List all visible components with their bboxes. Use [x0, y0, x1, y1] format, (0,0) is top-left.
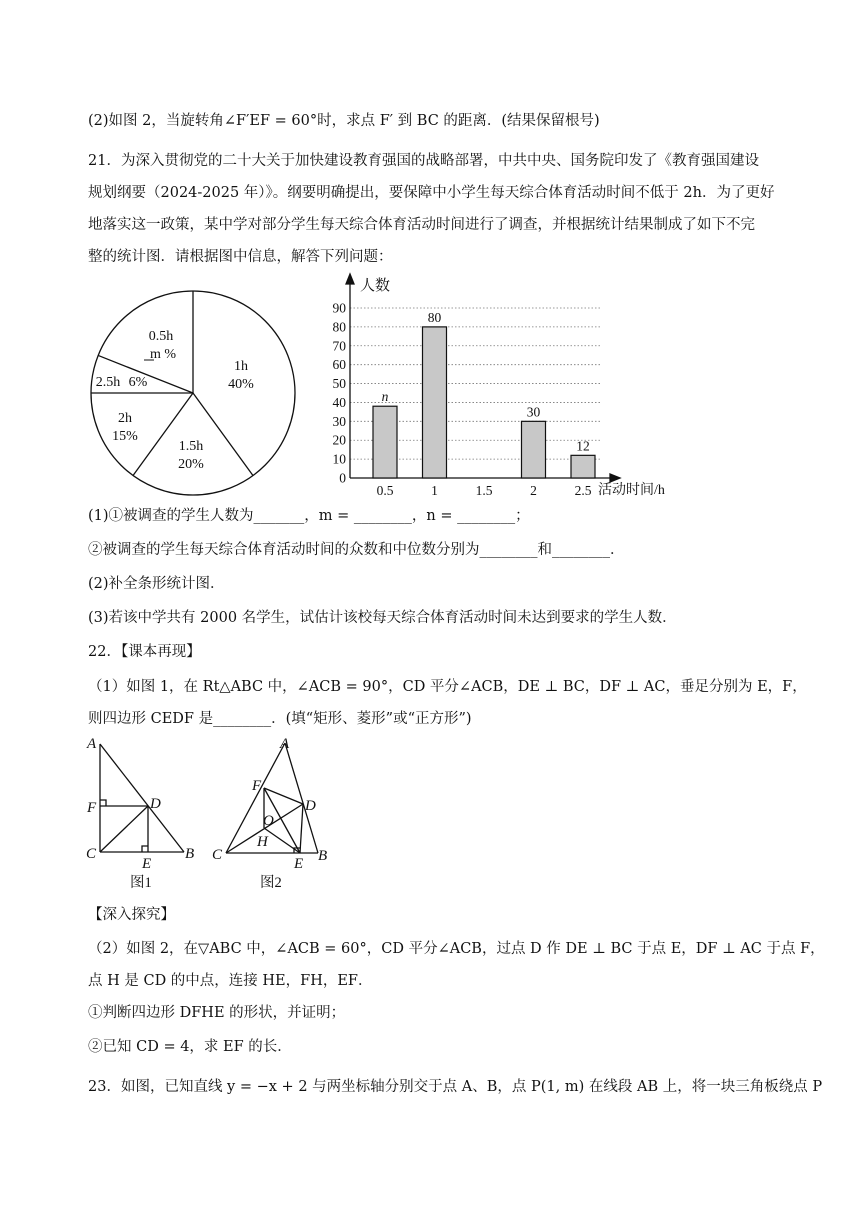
bar-data-label: 80 [427, 309, 442, 325]
q21-part3: (3)若该中学共有 2000 名学生，试估计该校每天综合体育活动时间未达到要求的学生人数． [88, 610, 677, 626]
bar-xtick-label: 2.5 [574, 483, 592, 498]
pie-label-2h-pct: 15% [112, 429, 138, 444]
fig2-caption: 图2 [260, 875, 282, 891]
bar-ylabel: 人数 [360, 278, 391, 294]
fig1-point-F: F [87, 800, 97, 816]
bar-ytick-label: 50 [332, 376, 346, 392]
fig1-point-C: C [86, 846, 97, 862]
figure-2 [210, 734, 340, 894]
q22-part2-b: 点 H 是 CD 的中点，连接 HE，FH，EF． [88, 973, 373, 989]
bar-xtick-label: 2 [530, 483, 537, 498]
bar-ytick-label: 60 [332, 357, 346, 373]
pie-label-25h-time: 2.5h [95, 375, 121, 390]
fig2-point-E: E [294, 856, 304, 872]
bar-data-label: 12 [576, 438, 590, 454]
q23-stem: 23．如图，已知直线 y = −x + 2 与两坐标轴分别交于点 A、B，点 P(1, m) 在线段 AB 上，将一块三角板绕点 P [88, 1079, 823, 1095]
bar-2 [522, 421, 546, 478]
fig2-point-D: D [305, 798, 316, 814]
pie-label-15h-time: 1.5h [178, 439, 204, 454]
bar-xtick-label: 1 [431, 483, 438, 498]
q22-title: 22．【课本再现】 [88, 644, 201, 660]
pie-chart [86, 286, 300, 500]
fig1-point-A: A [87, 736, 97, 752]
q21-stem-2: 规划纲要（2024-2025 年）》。纲要明确提出，要保障中小学生每天综合体育活动时间不低于 2h．为了更好 [88, 185, 775, 201]
q22-part1-a: （1）如图 1，在 Rt△ABC 中，∠ACB = 90°，CD 平分∠ACB，DE ⊥ BC，DF ⊥ AC，垂足分别为 E，F， [88, 679, 807, 695]
bar-y-arrow [346, 274, 354, 284]
bar-ytick-label: 80 [332, 319, 346, 335]
pie-label-1h-time: 1h [234, 359, 248, 374]
q20-part2: (2)如图 2，当旋转角∠F′EF = 60°时，求点 F′ 到 BC 的距离．(结果保留根号) [88, 113, 600, 129]
q21-part1-a: (1)①被调查的学生人数为_______，m = ________，n = ________； [88, 508, 530, 524]
bar-chart [318, 270, 680, 500]
q22-part2-c: ①判断四边形 DFHE 的形状，并证明； [88, 1005, 346, 1021]
pie-label-15h-pct: 20% [178, 457, 204, 472]
q22-deep-title: 【深入探究】 [88, 907, 175, 923]
bar-ytick-label: 0 [339, 470, 346, 486]
bar-ytick-label: 10 [332, 451, 346, 467]
fig2-point-C: C [212, 847, 223, 863]
fig1-point-E: E [142, 856, 152, 872]
q21-part1-b: ②被调查的学生每天综合体育活动时间的众数和中位数分别为________和________． [88, 542, 625, 558]
pie-label-05h-time: 0.5h [148, 329, 174, 344]
q22-part2-d: ②已知 CD = 4，求 EF 的长． [88, 1039, 292, 1055]
fig1-caption: 图1 [130, 875, 152, 891]
bar-data-label: n [381, 389, 389, 405]
bar-1 [423, 327, 447, 478]
figure-1 [84, 734, 204, 894]
q21-part2: (2)补全条形统计图． [88, 576, 225, 592]
pie-label-25h-pct: 6% [128, 375, 148, 390]
q21-stem-4: 整的统计图．请根据图中信息，解答下列问题： [88, 249, 393, 265]
q22-part1-b: 则四边形 CEDF 是________．(填“矩形、菱形”或“正方形”) [88, 711, 472, 727]
bar-data-label: 30 [526, 404, 541, 420]
bar-x-arrow [610, 474, 620, 482]
fig2-point-O: O [263, 813, 274, 829]
fig2-point-F: F [252, 778, 262, 794]
bar-ytick-label: 70 [332, 338, 346, 354]
pie-label-05h-pct: m % [149, 347, 177, 362]
bar-xlabel: 活动时间/h [598, 483, 665, 498]
pie-label-2h-time: 2h [118, 411, 132, 426]
fig1-point-B: B [185, 846, 195, 862]
fig1-point-D: D [150, 796, 161, 812]
bar-2.5 [571, 455, 595, 478]
bar-ytick-label: 20 [332, 432, 346, 448]
bar-0.5 [373, 406, 397, 478]
fig2-point-H: H [257, 834, 268, 850]
q21-stem-3: 地落实这一政策，某中学对部分学生每天综合体育活动时间进行了调查，并根据统计结果制成了如下不完 [88, 217, 755, 233]
q21-stem-1: 21．为深入贯彻党的二十大关于加快建设教育强国的战略部署，中共中央、国务院印发了《教育强国建设 [88, 153, 759, 169]
bar-ytick-label: 30 [332, 413, 346, 429]
bar-ytick-label: 40 [332, 394, 346, 410]
fig2-point-B: B [318, 848, 328, 864]
bar-xtick-label: 1.5 [475, 483, 493, 498]
fig2-point-A: A [280, 736, 290, 752]
bar-xtick-label: 0.5 [376, 483, 394, 498]
bar-ytick-label: 90 [332, 300, 346, 316]
q22-part2-a: （2）如图 2，在▽ABC 中，∠ACB = 60°，CD 平分∠ACB，过点 D 作 DE ⊥ BC 于点 E，DF ⊥ AC 于点 F， [88, 941, 825, 957]
pie-label-1h-pct: 40% [228, 377, 254, 392]
